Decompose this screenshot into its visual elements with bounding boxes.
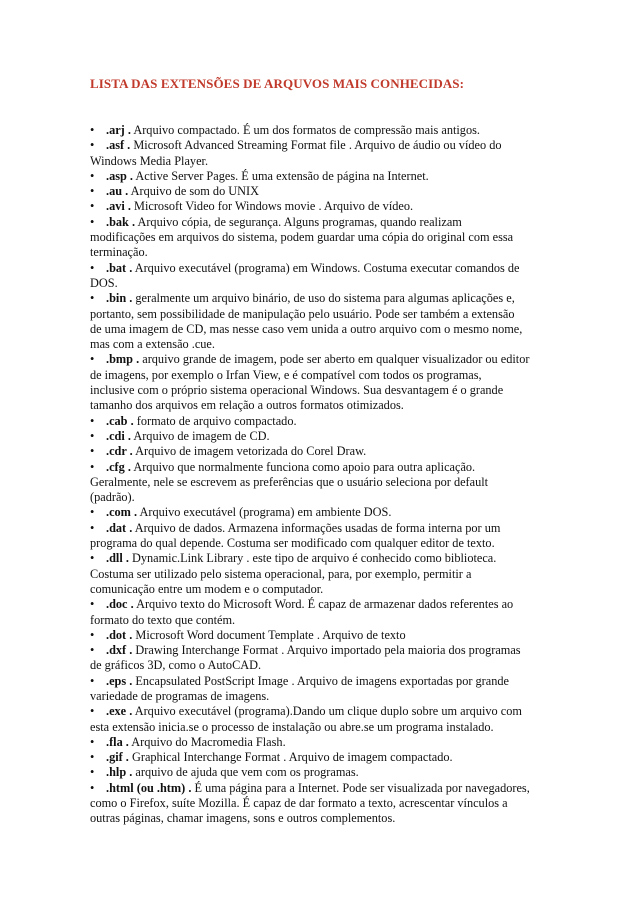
extension-description: Arquivo de imagem de CD. bbox=[130, 428, 270, 443]
bullet-icon: • bbox=[90, 597, 95, 612]
list-item bbox=[90, 781, 560, 827]
list-item bbox=[90, 735, 560, 750]
list-item bbox=[90, 765, 560, 780]
extension-description: Arquivo compactado. É um dos formatos de compressão mais antigos. bbox=[130, 123, 480, 137]
extension-name: .bin . bbox=[106, 291, 133, 306]
list-item bbox=[90, 521, 560, 552]
extension-description: arquivo grande de imagem, pode ser aberto em qualquer visualizador ou editor de imagens, por exemplo o Irfan View, e é compatível com todos os programas, inclusive com o próprio sistema operacional Windows. Sua desvantagem é o grande tamanho dos arquivos em relação a outros formatos otimizados. bbox=[90, 352, 530, 413]
list-item bbox=[90, 429, 560, 444]
extension-description: É uma página para a Internet. Pode ser visualizada por navegadores, como o Firefox, suíte Mozilla. É capaz de dar formato a texto, acrescentar vínculos a outras páginas, chamar imagens, sons e outros complementos. bbox=[90, 780, 530, 826]
extension-description: Graphical Interchange Format . Arquivo de imagem compactado. bbox=[128, 750, 453, 765]
extension-description: Arquivo do Macromedia Flash. bbox=[128, 734, 286, 749]
list-item bbox=[90, 674, 560, 705]
extension-description: arquivo de ajuda que vem com os programas. bbox=[132, 765, 359, 780]
extension-description: Arquivo que normalmente funciona como apoio para outra aplicação. Geralmente, nele se escrevem as preferências que o usuário seleciona por default (padrão). bbox=[90, 459, 489, 505]
extension-description: Active Server Pages. É uma extensão de página na Internet. bbox=[133, 168, 429, 183]
extension-description: Arquivo de dados. Armazena informações usadas de forma interna por um programa do qual depende. Costuma ser modificado com qualquer editor de texto. bbox=[90, 520, 501, 551]
extension-name: .dll . bbox=[106, 551, 129, 566]
bullet-icon: • bbox=[90, 138, 95, 153]
extension-name: .asp . bbox=[106, 168, 133, 183]
bullet-icon: • bbox=[90, 734, 95, 749]
extension-description: Arquivo cópia, de segurança. Alguns programas, quando realizam modificações em arquivos do sistema, podem guardar uma cópia do original com essa terminação. bbox=[90, 214, 514, 260]
extension-name: .arj . bbox=[106, 123, 131, 137]
extension-name: .bmp . bbox=[106, 352, 140, 367]
bullet-icon: • bbox=[90, 199, 95, 214]
extension-name: .asf . bbox=[106, 138, 131, 153]
bullet-icon: • bbox=[90, 643, 95, 658]
list-item bbox=[90, 138, 560, 169]
list-item bbox=[90, 215, 560, 261]
list-item bbox=[90, 352, 560, 413]
extension-description: Arquivo de som do UNIX bbox=[128, 184, 260, 199]
bullet-icon: • bbox=[90, 123, 95, 137]
extension-name: .cfg . bbox=[106, 459, 131, 474]
extension-name: .exe . bbox=[106, 704, 133, 719]
list-item bbox=[90, 261, 560, 292]
extension-description: Arquivo executável (programa) em ambiente DOS. bbox=[137, 505, 392, 520]
extension-list bbox=[90, 123, 560, 827]
list-item bbox=[90, 597, 560, 628]
list-item bbox=[90, 628, 560, 643]
extension-name: .au . bbox=[106, 184, 129, 199]
extension-name: .hlp . bbox=[106, 765, 133, 780]
bullet-icon: • bbox=[90, 214, 95, 229]
extension-description: Microsoft Word document Template . Arquivo de texto bbox=[132, 627, 406, 642]
extension-description: Arquivo de imagem vetorizada do Corel Draw. bbox=[132, 444, 367, 459]
extension-description: Dynamic.Link Library . este tipo de arquivo é conhecido como biblioteca. Costuma ser utilizado pelo sistema operacional, para, por exemplo, permitir a comunicação entre um modem e o computador. bbox=[90, 551, 497, 596]
list-item bbox=[90, 704, 560, 735]
list-item bbox=[90, 505, 560, 520]
bullet-icon: • bbox=[90, 627, 95, 642]
page-title: LISTA DAS EXTENSÕES DE ARQUVOS MAIS CONHECIDAS: bbox=[90, 76, 465, 91]
bullet-icon: • bbox=[90, 413, 95, 428]
extension-name: .dot . bbox=[106, 627, 133, 642]
extension-name: .bat . bbox=[106, 260, 133, 275]
extension-description: Arquivo executável (programa) em Windows. Costuma executar comandos de DOS. bbox=[90, 260, 520, 290]
extension-name: .dxf . bbox=[106, 643, 133, 658]
bullet-icon: • bbox=[90, 673, 95, 688]
bullet-icon: • bbox=[90, 505, 95, 520]
extension-name: .eps . bbox=[106, 673, 133, 688]
bullet-icon: • bbox=[90, 260, 95, 275]
extension-name: .cdi . bbox=[106, 428, 131, 443]
list-item bbox=[90, 750, 560, 765]
bullet-icon: • bbox=[90, 184, 95, 199]
list-item bbox=[90, 551, 560, 597]
extension-description: Microsoft Video for Windows movie . Arquivo de vídeo. bbox=[130, 199, 414, 214]
extension-description: geralmente um arquivo binário, de uso do sistema para algumas aplicações e, portanto, sem possibilidade de manipulação pelo usuário. Pode ser também a extensão de uma imagem de CD, mas nesse caso vem unida a outro arquivo com o mesmo nome, mas com a extensão .cue. bbox=[90, 291, 523, 352]
list-item bbox=[90, 643, 560, 674]
bullet-icon: • bbox=[90, 459, 95, 474]
list-item bbox=[90, 444, 560, 459]
extension-description: formato de arquivo compactado. bbox=[133, 413, 297, 428]
list-item bbox=[90, 169, 560, 184]
bullet-icon: • bbox=[90, 352, 95, 367]
bullet-icon: • bbox=[90, 428, 95, 443]
extension-name: .dat . bbox=[106, 520, 133, 535]
extension-description: Microsoft Advanced Streaming Format file . Arquivo de áudio ou vídeo do Windows Media Player. bbox=[90, 138, 502, 168]
extension-description: Drawing Interchange Format . Arquivo importado pela maioria dos programas de gráficos 3D, como o AutoCAD. bbox=[90, 643, 521, 673]
extension-name: .gif . bbox=[106, 750, 129, 765]
list-item bbox=[90, 460, 560, 506]
extension-description: Arquivo texto do Microsoft Word. É capaz de armazenar dados referentes ao formato do texto que contém. bbox=[90, 597, 514, 627]
bullet-icon: • bbox=[90, 704, 95, 719]
extension-description: Encapsulated PostScript Image . Arquivo de imagens exportadas por grande variedade de programas de imagens. bbox=[90, 673, 509, 703]
extension-name: .doc . bbox=[106, 597, 134, 612]
bullet-icon: • bbox=[90, 520, 95, 535]
extension-name: .avi . bbox=[106, 199, 131, 214]
extension-name: .bak . bbox=[106, 214, 136, 229]
list-item bbox=[90, 414, 560, 429]
extension-description: Arquivo executável (programa).Dando um clique duplo sobre um arquivo com esta extensão inicia.se o processo de instalação ou abre.se um programa instalado. bbox=[90, 704, 522, 734]
extension-name: .com . bbox=[106, 505, 138, 520]
bullet-icon: • bbox=[90, 750, 95, 765]
bullet-icon: • bbox=[90, 444, 95, 459]
extension-name: .html (ou .htm) . bbox=[106, 780, 192, 795]
bullet-icon: • bbox=[90, 168, 95, 183]
bullet-icon: • bbox=[90, 765, 95, 780]
extension-name: .cab . bbox=[106, 413, 134, 428]
bullet-icon: • bbox=[90, 291, 95, 306]
extension-name: .fla . bbox=[106, 734, 129, 749]
bullet-icon: • bbox=[90, 780, 95, 795]
list-item bbox=[90, 199, 560, 214]
list-item bbox=[90, 123, 560, 138]
list-item bbox=[90, 291, 560, 352]
bullet-icon: • bbox=[90, 551, 95, 566]
list-item bbox=[90, 184, 560, 199]
extension-name: .cdr . bbox=[106, 444, 133, 459]
